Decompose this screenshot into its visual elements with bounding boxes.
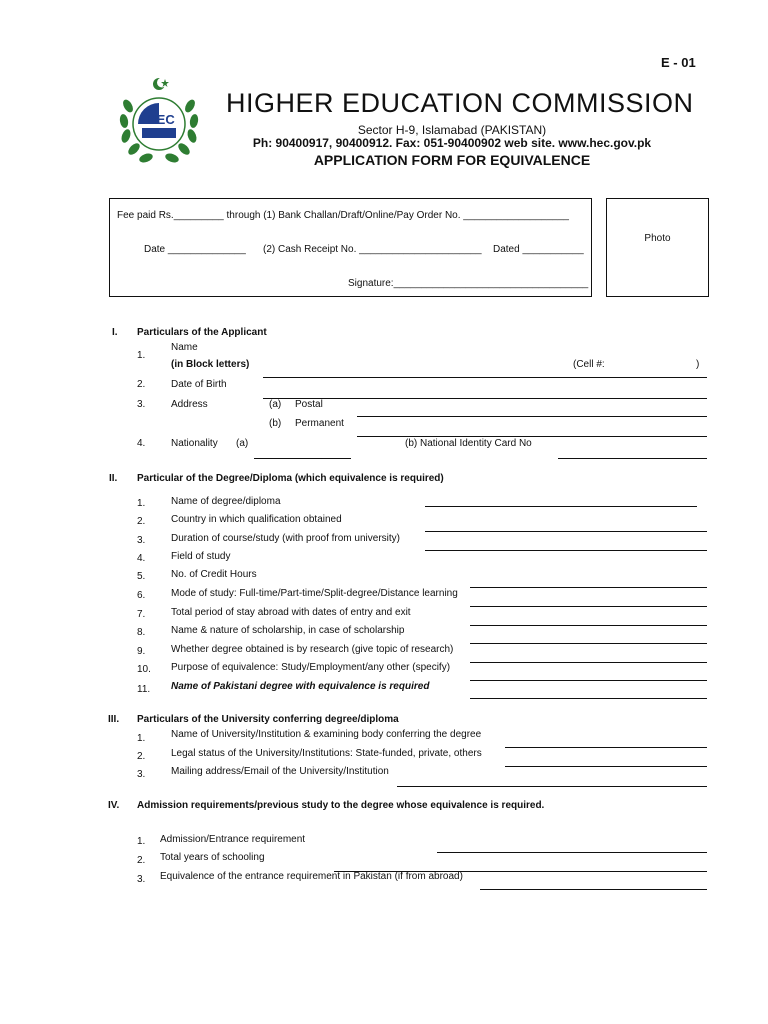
degree-item: Field of study [171,551,231,562]
address-b: (b) [269,418,282,429]
postal-label: Postal [295,399,323,410]
item-number: 5. [137,571,146,582]
nic-field[interactable] [558,458,707,459]
fee-dated[interactable]: Dated ___________ [493,244,584,255]
degree-item: Name of degree/diploma [171,496,281,507]
admission-item: Equivalence of the entrance requirement in Pakistan (if from abroad) [160,871,463,882]
degree-field[interactable] [470,606,707,607]
item-number: 7. [137,609,146,620]
section-2-number: II. [109,473,118,484]
fee-line[interactable]: Fee paid Rs._________ through (1) Bank Challan/Draft/Online/Pay Order No. ___________________ [117,210,569,221]
degree-field[interactable] [470,625,707,626]
university-item: Name of University/Institution & examining body conferring the degree [171,729,482,740]
photo-box[interactable] [606,198,709,297]
degree-item: Duration of course/study (with proof from university) [171,533,400,544]
block-letters-label: (in Block letters) [171,359,250,370]
admission-field[interactable] [437,852,707,853]
degree-field[interactable] [425,550,707,551]
address-label: Address [171,399,208,410]
section-4-number: IV. [108,800,120,811]
logo-text: HEC [147,112,175,127]
name-field[interactable] [263,377,707,378]
degree-field[interactable] [470,587,707,588]
admission-item: Admission/Entrance requirement [160,834,306,845]
university-field[interactable] [505,766,707,767]
admission-field[interactable] [480,889,707,890]
university-item: Mailing address/Email of the University/Institution [171,766,389,777]
item-number: 3. [137,769,146,780]
section-1-title: Particulars of the Applicant [137,327,267,338]
fee-signature[interactable]: Signature:___________________________________ [348,278,589,289]
item-number: 2. [137,516,146,527]
photo-label: Photo [644,233,671,244]
nic-label: (b) National Identity Card No [405,438,532,449]
degree-item: Mode of study: Full-time/Part-time/Split-degree/Distance learning [171,588,458,599]
item-number: 3. [137,535,146,546]
cell-label: (Cell #: [573,359,605,370]
degree-item: Whether degree obtained is by research (give topic of research) [171,644,454,655]
degree-item: Total period of stay abroad with dates of entry and exit [171,607,411,618]
cash-receipt[interactable]: (2) Cash Receipt No. ______________________ [263,244,482,255]
university-item: Legal status of the University/Institutions: State-funded, private, others [171,748,482,759]
form-title: APPLICATION FORM FOR EQUIVALENCE [313,152,591,168]
form-code: E - 01 [661,55,696,70]
item-number: 1. [137,498,146,509]
item-number: 8. [137,627,146,638]
permanent-address-field[interactable] [357,436,707,437]
degree-item: Country in which qualification obtained [171,514,342,525]
name-label: Name [171,342,198,353]
address-a: (a) [269,399,282,410]
item-number: 2. [137,855,146,866]
item-number: 3. [137,399,146,410]
org-contact: Ph: 90400917, 90400912. Fax: 051-90400902 web site. www.hec.gov.pk [252,136,652,150]
item-number: 1. [137,733,146,744]
item-number: 2. [137,379,146,390]
dob-label: Date of Birth [171,379,227,390]
section-2-title: Particular of the Degree/Diploma (which equivalence is required) [137,473,444,484]
item-number: 6. [137,590,146,601]
permanent-label: Permanent [295,418,344,429]
nationality-a: (a) [236,438,249,449]
fee-box [109,198,592,297]
item-number: 4. [137,438,146,449]
postal-address-field[interactable] [357,416,707,417]
item-number: 1. [137,836,146,847]
fee-date[interactable]: Date ______________ [144,244,246,255]
item-number: 11. [137,684,151,695]
admission-item: Total years of schooling [160,852,265,863]
section-3-number: III. [108,714,120,725]
org-address: Sector H-9, Islamabad (PAKISTAN) [357,123,547,137]
section-4-title: Admission requirements/previous study to the degree whose equivalence is required. [137,800,545,811]
degree-item: No. of Credit Hours [171,569,257,580]
degree-item: Purpose of equivalence: Study/Employment/any other (specify) [171,662,451,673]
degree-field[interactable] [470,680,707,681]
item-number: 1. [137,350,146,361]
item-number: 4. [137,553,146,564]
degree-field[interactable] [470,662,707,663]
degree-field[interactable] [470,643,707,644]
nationality-label: Nationality [171,438,218,449]
item-number: 3. [137,874,146,885]
degree-field[interactable] [425,506,697,507]
degree-field[interactable] [470,698,707,699]
degree-item: Name of Pakistani degree with equivalence is required [171,681,430,692]
degree-field[interactable] [425,531,707,532]
cell-close: ) [696,359,700,370]
university-field[interactable] [397,786,707,787]
university-field[interactable] [505,747,707,748]
item-number: 2. [137,751,146,762]
degree-item: Name & nature of scholarship, in case of scholarship [171,625,405,636]
nationality-field[interactable] [254,458,351,459]
section-3-title: Particulars of the University conferring degree/diploma [137,714,399,725]
item-number: 9. [137,646,146,657]
item-number: 10. [137,664,151,675]
section-1-number: I. [112,327,118,338]
dob-field[interactable] [263,398,707,399]
org-name: HIGHER EDUCATION COMMISSION [226,88,694,118]
